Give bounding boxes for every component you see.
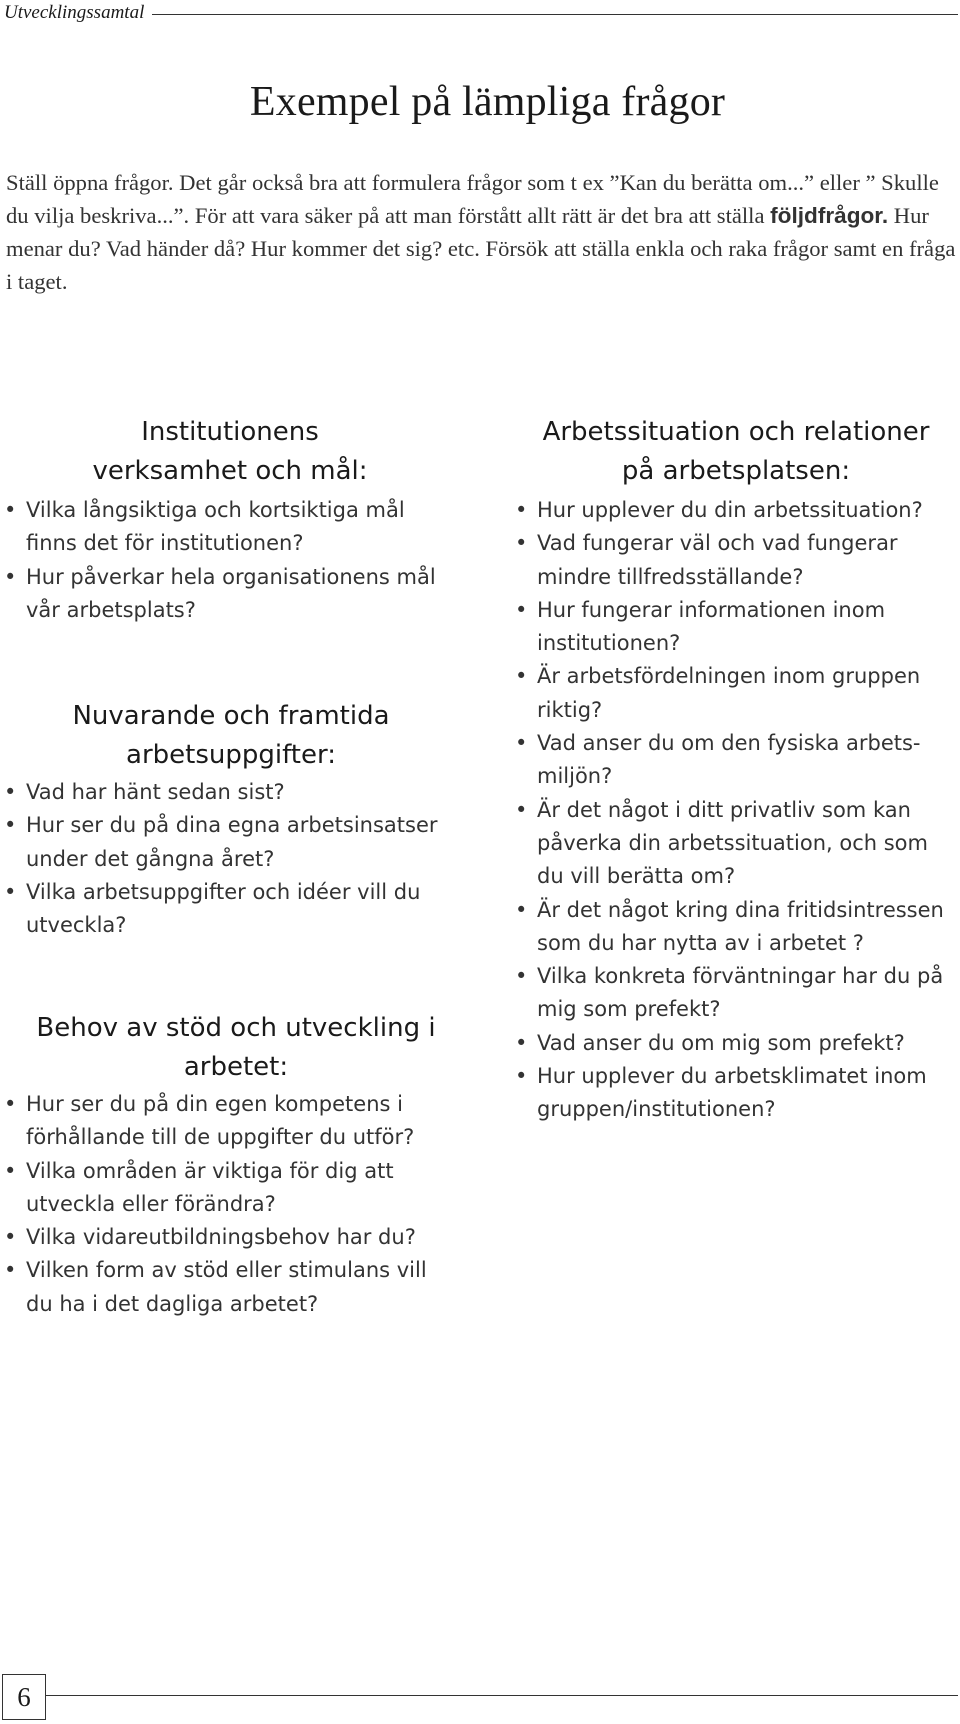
- question-item: [4, 776, 444, 809]
- intro-text-part2: Hur menar du? Vad händer då? Hur kommer det sig? etc. Försök att ställa enkla och raka frågor samt en fråga i taget.: [6, 203, 956, 294]
- bullet-icon: •: [4, 1092, 17, 1116]
- question-item: [4, 1088, 444, 1155]
- question-item: [515, 1060, 955, 1127]
- question-list-tasks: [4, 776, 444, 942]
- section-heading-worksituation: Arbetssituation och relationer på arbetsplatsen:: [542, 417, 930, 486]
- question-text: Hur ser du på dina egna arbetsinsatser under det gångna året?: [26, 813, 438, 871]
- question-text: Vad anser du om mig som prefekt?: [537, 1030, 905, 1055]
- question-list-worksituation: [515, 494, 955, 1127]
- question-text: Hur upplever du arbetsklimatet inom gruppen/institutionen?: [537, 1064, 927, 1122]
- footer-rule: [46, 1695, 958, 1696]
- question-text: Vilka områden är viktiga för dig att utveckla eller förändra?: [26, 1158, 394, 1216]
- question-list-institution: [4, 494, 444, 627]
- question-item: [515, 660, 955, 727]
- bullet-icon: •: [515, 597, 528, 622]
- section-heading-tasks: Nuvarande och framtida arbetsuppgifter:: [72, 701, 390, 770]
- question-item: [515, 960, 955, 1027]
- header-rule: [152, 14, 958, 15]
- bullet-icon: •: [515, 797, 528, 822]
- question-item: [4, 809, 444, 876]
- bullet-icon: •: [515, 531, 528, 556]
- bullet-icon: •: [4, 879, 17, 904]
- question-text: Är arbetsfördelningen inom gruppen riktig?: [537, 664, 921, 722]
- bullet-icon: •: [515, 731, 528, 756]
- bullet-icon: •: [4, 780, 17, 804]
- bullet-icon: •: [4, 1225, 17, 1250]
- question-text: Hur fungerar informationen inom institutionen?: [537, 597, 886, 656]
- running-header-title: Utvecklingssamtal: [4, 2, 145, 23]
- question-text: Vad anser du om den fysiska arbets-miljön?: [537, 731, 921, 789]
- intro-paragraph: [6, 166, 956, 298]
- intro-text-part1: Ställ öppna frågor. Det går också bra att formulera frågor som t ex ”Kan du berätta om...” eller ” Skulle du vilja beskriva...”. För att vara säker på att man förstått allt rätt är det bra att ställa: [6, 170, 939, 228]
- question-text: Är det något kring dina fritidsintressen som du har nytta av i arbetet ?: [537, 897, 944, 955]
- bullet-icon: •: [515, 498, 528, 522]
- bullet-icon: •: [4, 1158, 17, 1183]
- question-item: [515, 494, 955, 527]
- question-text: Hur upplever du din arbetssituation?: [537, 498, 923, 522]
- question-text: Vilka vidareutbildningsbehov har du?: [26, 1225, 416, 1250]
- bullet-icon: •: [4, 498, 17, 522]
- question-item: [515, 594, 955, 661]
- bullet-icon: •: [515, 1030, 528, 1055]
- question-text: Vilka konkreta förväntningar har du på mig som prefekt?: [537, 964, 944, 1022]
- bullet-icon: •: [515, 897, 528, 922]
- question-item: [4, 494, 444, 561]
- section-heading-support: Behov av stöd och utveckling i arbetet:: [36, 1013, 436, 1082]
- question-text: Är det något i ditt privatliv som kan påverka din arbetssituation, och som du vill berätta om?: [537, 797, 928, 889]
- question-item: [515, 1027, 955, 1060]
- question-text: Vad har hänt sedan sist?: [26, 780, 285, 804]
- question-text: Vad fungerar väl och vad fungerar mindre tillfredsställande?: [537, 531, 898, 589]
- bullet-icon: •: [4, 813, 17, 838]
- question-item: [515, 794, 955, 894]
- page-title: Exempel på lämpliga frågor: [249, 79, 726, 125]
- question-item: [4, 1155, 444, 1222]
- question-item: [515, 727, 955, 794]
- running-header: [0, 0, 958, 26]
- page-number: 6: [2, 1674, 46, 1720]
- intro-text-bold: följdfrågor.: [770, 203, 889, 228]
- question-item: [515, 527, 955, 594]
- section-heading-institution: Institutionens verksamhet och mål:: [92, 417, 368, 486]
- bullet-icon: •: [515, 964, 528, 989]
- question-text: Vilka arbetsuppgifter och idéer vill du utveckla?: [26, 879, 421, 938]
- question-item: [4, 1254, 444, 1321]
- bullet-icon: •: [4, 1258, 17, 1283]
- question-item: [4, 1221, 444, 1254]
- question-item: [4, 876, 444, 943]
- question-item: [515, 894, 955, 961]
- question-item: [4, 561, 444, 628]
- bullet-icon: •: [4, 564, 17, 589]
- question-text: Vilken form av stöd eller stimulans vill du ha i det dagliga arbetet?: [26, 1258, 427, 1316]
- question-text: Hur ser du på din egen kompetens i förhållande till de uppgifter du utför?: [26, 1092, 415, 1150]
- bullet-icon: •: [515, 1064, 528, 1089]
- bullet-icon: •: [515, 664, 528, 689]
- question-text: Hur påverkar hela organisationens mål vår arbetsplats?: [26, 564, 436, 622]
- question-list-support: [4, 1088, 444, 1321]
- question-text: Vilka långsiktiga och kortsiktiga mål finns det för institutionen?: [26, 498, 405, 556]
